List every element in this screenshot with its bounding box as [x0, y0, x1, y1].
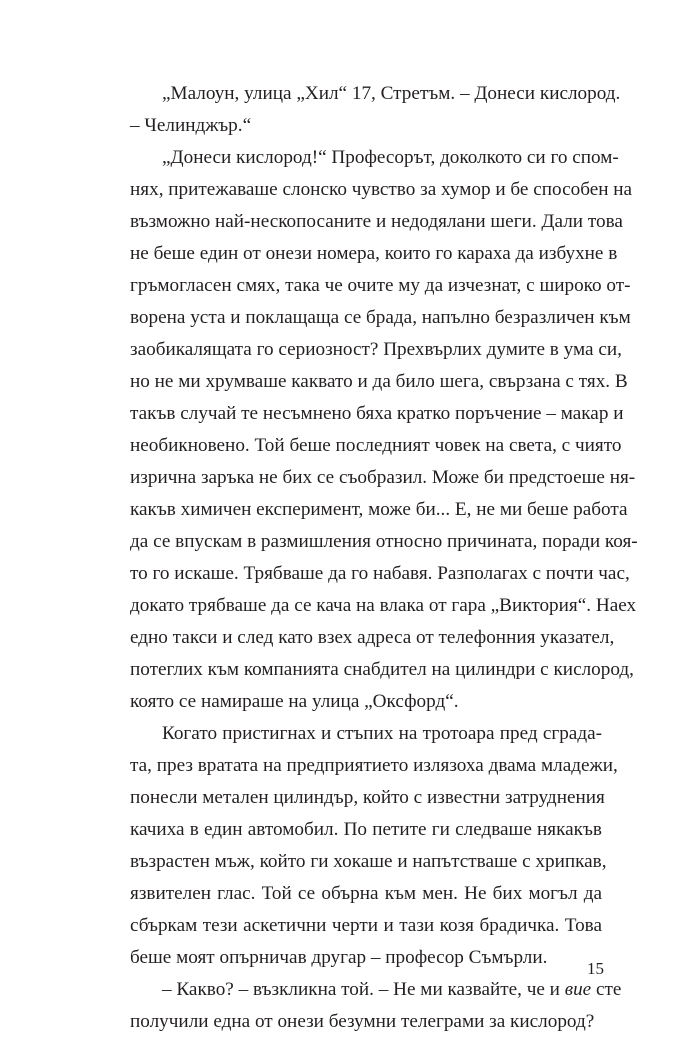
page-number: 15	[587, 959, 604, 978]
text-line: – Челинджър.“	[130, 115, 252, 136]
text-line: та, през вратата на предприятието излязоха двама младежи,	[130, 755, 618, 776]
text-line: Когато пристигнах и стъпих на тротоара пред сграда-	[162, 723, 602, 744]
text-run: сте	[591, 979, 622, 1000]
text-line: възрастен мъж, който ги хокаше и напътстваше с хрипкав,	[130, 851, 607, 872]
text-line: изрична заръка не бих се съобразил. Може би предстоеше ня-	[130, 467, 636, 488]
italic-word: вие	[564, 979, 592, 1000]
text-line	[130, 974, 622, 1006]
text-line: получили една от онези безумни телеграми за кислород?	[130, 1011, 595, 1032]
text-run: – Какво? – възкликна той. – Не ми казвайте, че и	[162, 979, 565, 1000]
text-line: необикновено. Той беше последният човек на света, с чиято	[130, 435, 622, 456]
text-line: качиха в един автомобил. По петите ги следваше някакъв	[130, 819, 602, 840]
text-line: какъв химичен експеримент, може би... Е, не ми беше работа	[130, 499, 628, 520]
body-text	[130, 78, 638, 1038]
text-line: „Донеси кислород!“ Професорът, доколкото си го спом-	[162, 147, 619, 168]
text-line: ворена уста и поклащаща се брада, напълно безразличен към	[130, 307, 631, 328]
text-line: язвителен глас. Той се обърна към мен. Не бих могъл да	[130, 883, 602, 904]
text-line: но не ми хрумваше каквато и да било шега, свързана с тях. В	[130, 371, 628, 392]
text-line: едно такси и след като взех адреса от телефонния указател,	[130, 627, 615, 648]
text-line: възможно най-нескопосаните и недодялани шеги. Дали това	[130, 211, 623, 232]
text-line: сбъркам тези аскетични черти и тази козя брадичка. Това	[130, 915, 602, 936]
text-line: такъв случай те несъмнено бяха кратко поръчение – макар и	[130, 403, 624, 424]
text-line: понесли метален цилиндър, който с известни затруднения	[130, 787, 605, 808]
text-line: докато трябваше да се кача на влака от гара „Виктория“. Наех	[130, 595, 637, 616]
text-line: „Малоун, улица „Хил“ 17, Стретъм. – Донеси кислород.	[162, 83, 621, 104]
text-line: гръмогласен смях, така че очите му да изчезнат, с широко от-	[130, 275, 631, 296]
text-line: не беше един от онези номера, които го караха да избухне в	[130, 243, 618, 264]
text-line: нях, притежаваше слонско чувство за хумор и бе способен на	[130, 179, 633, 200]
text-line: заобикалящата го сериозност? Прехвърлих думите в ума си,	[130, 339, 622, 360]
text-line: беше моят опърничав другар – професор Съмърли.	[130, 947, 548, 968]
text-line: да се впускам в размишления относно причината, поради коя-	[130, 531, 638, 552]
text-line: то го искаше. Трябваше да го набавя. Разполагах с почти час,	[130, 563, 630, 584]
text-line: потеглих към компанията снабдител на цилиндри с кислород,	[130, 659, 634, 680]
text-line: която се намираше на улица „Оксфорд“.	[130, 691, 459, 712]
